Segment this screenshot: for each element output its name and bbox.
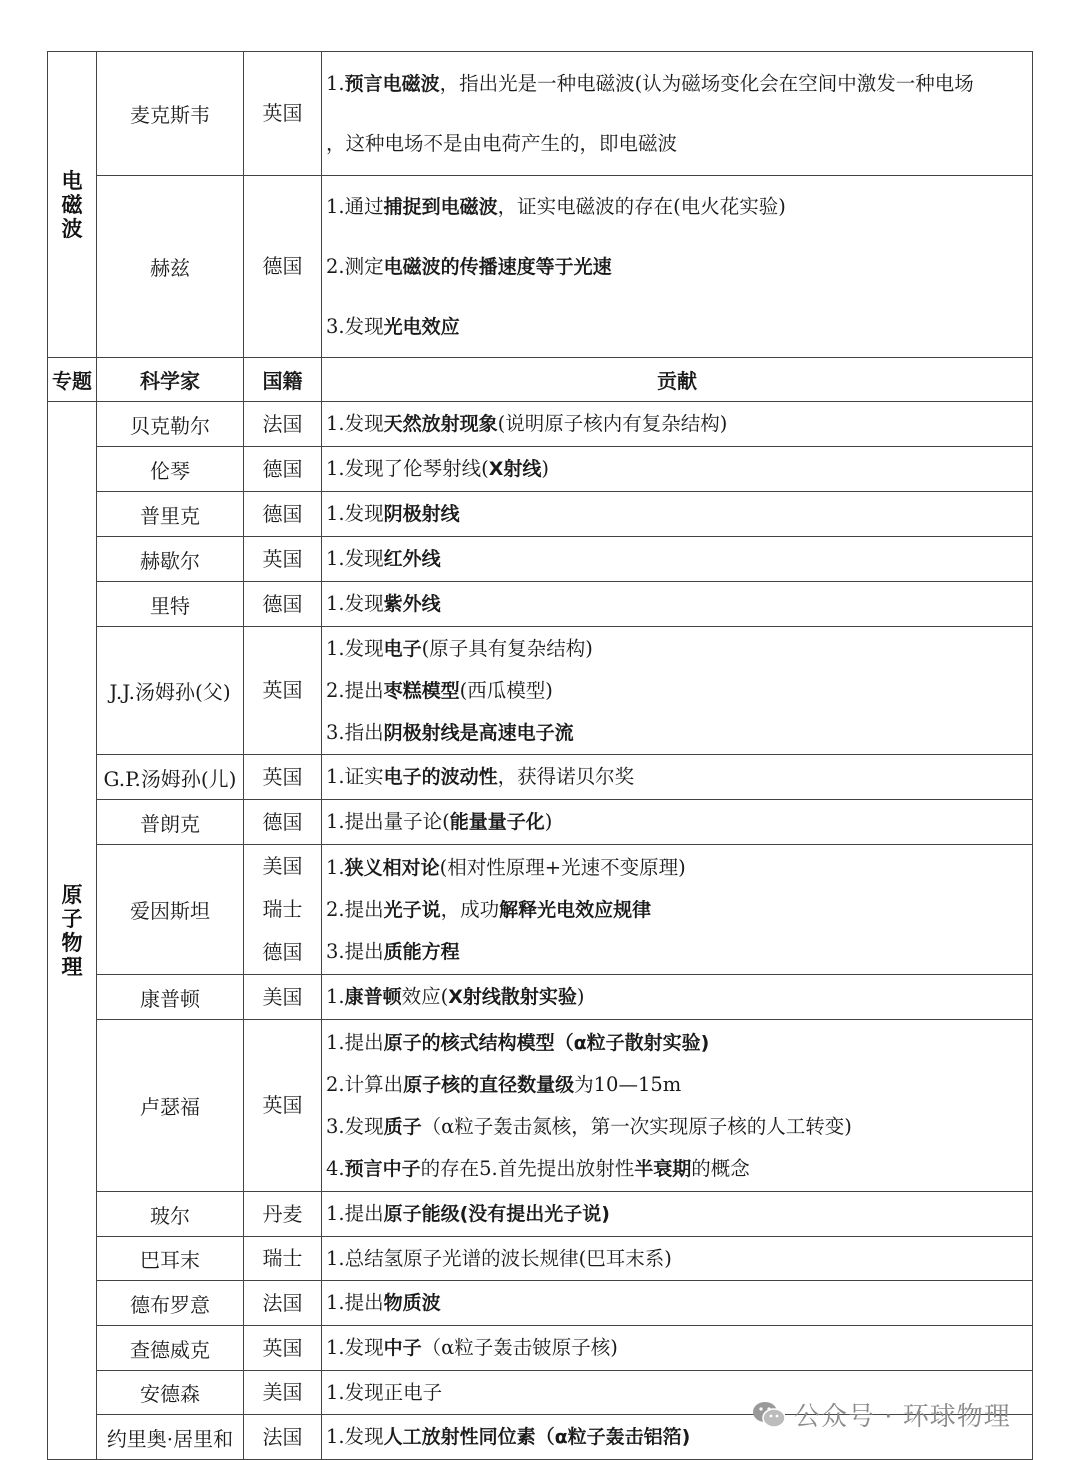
contribution-text: 1.发现 — [326, 1425, 384, 1448]
nationality: 英国 — [262, 1093, 303, 1117]
scientist-name: 约里奥·居里和 — [97, 1415, 244, 1460]
contribution-text: 效应( — [401, 985, 449, 1008]
contribution-text: 2.提出 — [326, 678, 384, 702]
contribution-cell — [322, 402, 1033, 447]
key-term: 红外线 — [383, 548, 441, 570]
contribution-line — [326, 800, 1032, 844]
contribution-text: 1.提出 — [326, 1030, 384, 1054]
nationality-cell — [244, 975, 322, 1020]
key-term: 质能方程 — [383, 940, 460, 963]
contribution-cell — [322, 845, 1033, 975]
table-row — [48, 176, 1033, 358]
watermark — [752, 1396, 1011, 1433]
nationality-cell — [244, 627, 322, 755]
contribution-line — [326, 237, 1032, 297]
contribution-text: (相对性原理+光速不变原理) — [439, 855, 686, 879]
watermark-text: 公众号 · 环球物理 — [794, 1402, 1011, 1432]
scientist-name: 赫兹 — [97, 176, 244, 358]
table-row — [48, 975, 1033, 1020]
contribution-line — [326, 54, 1032, 114]
key-term: 能量量子化 — [449, 811, 545, 833]
contribution-text: ，证实电磁波的存在(电火花实验) — [497, 194, 786, 218]
scientist-name: 爱因斯坦 — [97, 845, 244, 975]
key-term: 原子能级(没有提出光子说) — [383, 1203, 610, 1225]
key-term: 中子 — [383, 1337, 422, 1359]
key-term: 光子说 — [383, 898, 441, 921]
nationality-cell — [244, 492, 322, 537]
nationality: 瑞士 — [262, 1246, 303, 1270]
key-term: 阴极射线是高速电子流 — [383, 721, 574, 744]
nationality-cell — [244, 800, 322, 845]
physics-history-table — [47, 51, 1033, 1460]
table-row — [48, 845, 1033, 975]
scientist-name: 里特 — [97, 582, 244, 627]
nationality-cell — [244, 176, 322, 358]
contribution-text: 1.提出 — [326, 1202, 384, 1225]
table-row — [48, 755, 1033, 800]
key-term: 电子的波动性 — [383, 766, 498, 788]
scientist-name: 伦琴 — [97, 447, 244, 492]
key-term: 人工放射性同位素（α粒子轰击铝箔) — [383, 1426, 691, 1448]
scientist-name: 赫歇尔 — [97, 537, 244, 582]
nationality-cell — [244, 1371, 322, 1415]
nationality: 英国 — [262, 678, 303, 702]
contribution-line — [326, 931, 1032, 973]
scientist-name: 玻尔 — [97, 1192, 244, 1237]
header-nationality: 国籍 — [244, 358, 322, 402]
table-row — [48, 1326, 1033, 1371]
table-row — [48, 800, 1033, 845]
contribution-text: 1. — [326, 71, 345, 95]
contribution-text: 的存在5.首先提出放射性 — [420, 1156, 635, 1180]
contribution-text: 4. — [326, 1156, 345, 1180]
contribution-text: 1. — [326, 855, 345, 879]
nationality: 英国 — [262, 764, 303, 789]
contribution-cell — [322, 1281, 1033, 1326]
nationality-cell — [244, 845, 322, 975]
nationality-cell — [244, 1415, 322, 1460]
key-term: 预言中子 — [344, 1157, 421, 1180]
contribution-cell — [322, 176, 1033, 358]
nationality: 法国 — [262, 1424, 303, 1449]
contribution-text: 3.发现 — [326, 1114, 384, 1138]
contribution-line — [326, 1281, 1032, 1325]
contribution-text: ，指出光是一种电磁波(认为磁场变化会在空间中激发一种电场 — [439, 71, 974, 95]
scientist-name: 麦克斯韦 — [97, 52, 244, 176]
nationality-cell — [244, 1326, 322, 1371]
contribution-text: 1.证实 — [326, 765, 384, 788]
nationality-cell — [244, 1020, 322, 1192]
key-term: 光电效应 — [383, 315, 460, 338]
header-topic: 专题 — [48, 358, 97, 402]
contribution-text: ) — [541, 457, 549, 480]
contribution-line — [326, 975, 1032, 1019]
nationality-cell — [244, 1281, 322, 1326]
nationality-cell — [244, 755, 322, 800]
contribution-cell — [322, 492, 1033, 537]
key-term: 电子 — [383, 637, 422, 660]
table-row — [48, 582, 1033, 627]
nationality: 英国 — [262, 101, 303, 125]
wechat-icon — [752, 1400, 786, 1430]
table-row — [48, 627, 1033, 755]
contribution-cell — [322, 975, 1033, 1020]
scientist-name: 安德森 — [97, 1371, 244, 1415]
key-term: 捕捉到电磁波 — [383, 195, 498, 218]
key-term: 电磁波的传播速度等于光速 — [383, 255, 612, 278]
contribution-line — [326, 447, 1032, 491]
key-term: 阴极射线 — [383, 503, 460, 525]
table-row — [48, 492, 1033, 537]
nationality: 德国 — [262, 940, 303, 964]
contribution-cell — [322, 1326, 1033, 1371]
nationality: 德国 — [262, 809, 303, 834]
key-term: 物质波 — [383, 1292, 441, 1314]
contribution-line — [326, 297, 1032, 357]
contribution-text: 1.发现 — [326, 636, 384, 660]
scientist-name: 康普顿 — [97, 975, 244, 1020]
contribution-text: （α粒子轰击铍原子核) — [421, 1336, 618, 1359]
nationality: 美国 — [262, 1380, 303, 1404]
contribution-text: 的概念 — [691, 1156, 750, 1180]
key-term: 狭义相对论 — [344, 856, 440, 879]
nationality: 英国 — [262, 546, 303, 571]
contribution-text: 2.测定 — [326, 254, 384, 278]
nationality: 法国 — [262, 411, 303, 436]
contribution-line — [326, 1022, 1032, 1064]
nationality: 德国 — [262, 254, 303, 278]
table-row — [48, 1192, 1033, 1237]
key-term: 原子的核式结构模型（α粒子散射实验) — [383, 1031, 710, 1054]
contribution-text: 1. — [326, 985, 345, 1008]
table-row — [48, 537, 1033, 582]
table-row — [48, 447, 1033, 492]
key-term: 天然放射现象 — [383, 413, 498, 435]
contribution-text: 1.提出量子论( — [326, 810, 450, 833]
header-contribution: 贡献 — [322, 358, 1033, 402]
contribution-line — [326, 1192, 1032, 1236]
contribution-line — [326, 712, 1032, 754]
nationality: 英国 — [262, 1335, 303, 1360]
nationality-cell — [244, 582, 322, 627]
contribution-text: (原子具有复杂结构) — [421, 636, 593, 660]
contribution-text: 3.指出 — [326, 720, 384, 744]
nationality: 瑞士 — [262, 897, 303, 921]
nationality-cell — [244, 537, 322, 582]
contribution-line — [326, 1237, 1032, 1280]
nationality-cell — [244, 402, 322, 447]
contribution-cell — [322, 582, 1033, 627]
key-term: 半衰期 — [634, 1157, 692, 1180]
contribution-cell — [322, 1020, 1033, 1192]
scientist-name: 卢瑟福 — [97, 1020, 244, 1192]
contribution-line — [326, 1106, 1032, 1148]
key-term: X射线散射实验 — [448, 986, 577, 1008]
key-term: 紫外线 — [383, 593, 441, 615]
scientist-name: 德布罗意 — [97, 1281, 244, 1326]
contribution-line — [326, 755, 1032, 799]
key-term: 原子核的直径数量级 — [403, 1073, 575, 1096]
contribution-line — [326, 847, 1032, 889]
contribution-line — [326, 628, 1032, 670]
contribution-text: （α粒子轰击氮核，第一次实现原子核的人工转变) — [421, 1114, 852, 1138]
table-row — [48, 52, 1033, 176]
table-row — [48, 1237, 1033, 1281]
contribution-line — [326, 402, 1032, 446]
scientist-name: 查德威克 — [97, 1326, 244, 1371]
key-term: 枣糕模型 — [383, 679, 460, 702]
nationality: 德国 — [262, 501, 303, 526]
nationality: 法国 — [262, 1290, 303, 1315]
scientist-name: 普朗克 — [97, 800, 244, 845]
key-term: 解释光电效应规律 — [499, 898, 652, 921]
contribution-text: 1.发现 — [326, 547, 384, 570]
contribution-text: 1.发现 — [326, 1336, 384, 1359]
contribution-line — [326, 177, 1032, 237]
contribution-text: 1.发现 — [326, 592, 384, 615]
contribution-text: 1.发现 — [326, 412, 384, 435]
contribution-cell — [322, 627, 1033, 755]
contribution-text: 1.提出 — [326, 1291, 384, 1314]
table-row — [48, 1281, 1033, 1326]
contribution-text: 为10—15m — [574, 1072, 682, 1096]
contribution-text: 1.总结氢原子光谱的波长规律(巴耳末系) — [326, 1247, 672, 1270]
nationality-cell — [244, 1237, 322, 1281]
contribution-line — [326, 1064, 1032, 1106]
contribution-line — [326, 537, 1032, 581]
contribution-line — [326, 670, 1032, 712]
key-term: 质子 — [383, 1115, 422, 1138]
scientist-name: 巴耳末 — [97, 1237, 244, 1281]
topic-cell — [48, 402, 97, 1460]
contribution-line — [326, 582, 1032, 626]
contribution-cell — [322, 1192, 1033, 1237]
nationality-cell — [244, 1192, 322, 1237]
contribution-text: ，这种电场不是由电荷产生的，即电磁波 — [326, 131, 678, 155]
contribution-text: ) — [544, 810, 553, 833]
contribution-cell — [322, 1237, 1033, 1281]
contribution-cell — [322, 800, 1033, 845]
contribution-cell — [322, 537, 1033, 582]
header-scientist: 科学家 — [97, 358, 244, 402]
contribution-text: 3.发现 — [326, 314, 384, 338]
contribution-cell — [322, 447, 1033, 492]
scientist-name: 普里克 — [97, 492, 244, 537]
contribution-text: 3.提出 — [326, 939, 384, 963]
scientist-name: J.J.汤姆孙(父) — [97, 627, 244, 755]
contribution-text: (说明原子核内有复杂结构) — [497, 412, 728, 435]
table-row — [48, 1020, 1033, 1192]
nationality: 丹麦 — [262, 1201, 303, 1226]
contribution-line — [326, 889, 1032, 931]
nationality-cell — [244, 52, 322, 176]
contribution-text: ，获得诺贝尔奖 — [497, 765, 635, 788]
contribution-text: 1.发现正电子 — [326, 1381, 443, 1404]
table-row — [48, 402, 1033, 447]
contribution-text: (西瓜模型) — [459, 678, 553, 702]
nationality-cell — [244, 447, 322, 492]
contribution-text: ，成功 — [440, 897, 500, 921]
key-term: X射线 — [488, 458, 542, 480]
topic-cell — [48, 52, 97, 358]
contribution-text: 2.提出 — [326, 897, 384, 921]
scientist-name: 贝克勒尔 — [97, 402, 244, 447]
nationality: 美国 — [262, 854, 303, 878]
topic-label: 原 子 物 理 — [61, 882, 83, 979]
nationality: 德国 — [262, 591, 303, 616]
nationality: 美国 — [262, 984, 303, 1009]
contribution-cell — [322, 755, 1033, 800]
contribution-text: ) — [576, 985, 585, 1008]
contribution-cell — [322, 52, 1033, 176]
contribution-text: 1.通过 — [326, 194, 384, 218]
contribution-line — [326, 1148, 1032, 1190]
key-term: 预言电磁波 — [344, 72, 440, 95]
nationality: 德国 — [262, 456, 303, 481]
contribution-text: 1.发现了伦琴射线( — [326, 457, 489, 480]
contribution-text: 1.发现 — [326, 502, 384, 525]
scientist-name: G.P.汤姆孙(儿) — [97, 755, 244, 800]
contribution-line — [326, 114, 1032, 174]
contribution-line — [326, 492, 1032, 536]
contribution-line — [326, 1326, 1032, 1370]
header-row — [48, 358, 1033, 402]
contribution-text: 2.计算出 — [326, 1072, 404, 1096]
key-term: 康普顿 — [344, 986, 402, 1008]
topic-label: 电 磁 波 — [61, 168, 83, 241]
